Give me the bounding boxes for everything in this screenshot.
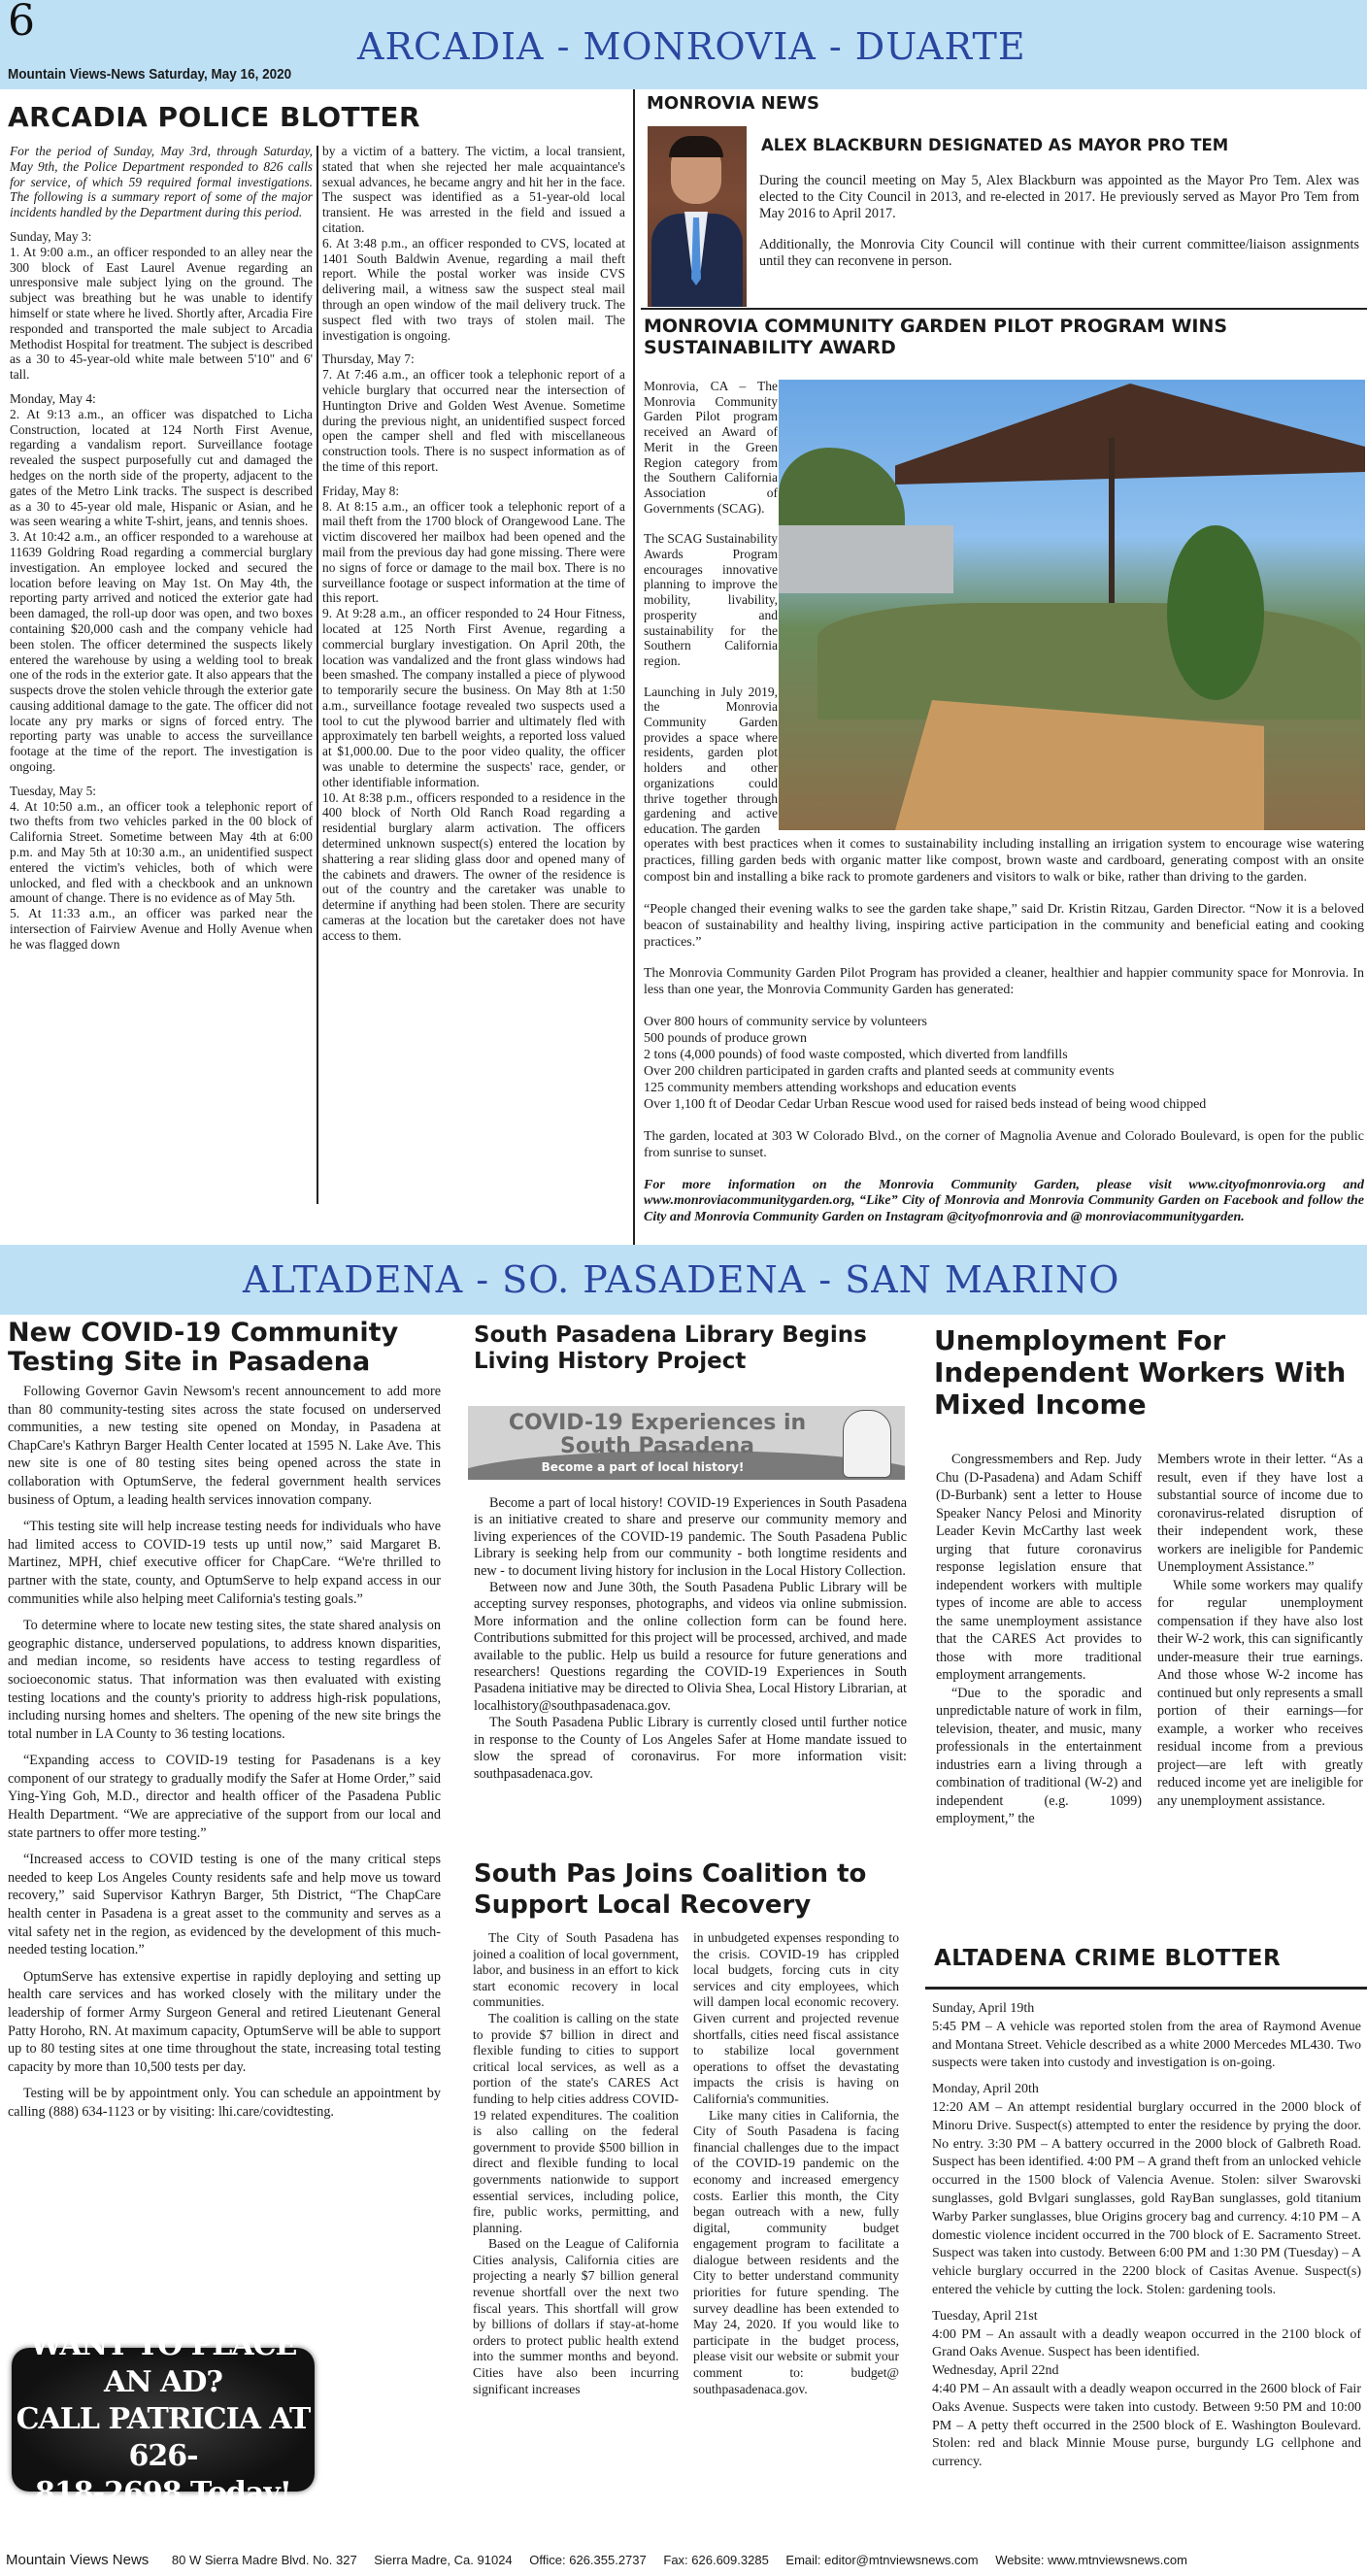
ad-line: WANT TO PLACE AN AD? bbox=[29, 2328, 297, 2399]
blotter-day: Monday, April 20th bbox=[932, 2082, 1039, 2097]
blotter-day: Sunday, May 3: bbox=[10, 228, 92, 244]
garden-paragraph: Launching in July 2019, the Monrovia Community Garden provides a space where residents, garden plot holders and other organizations could thrive together through gardening and active education. The garden bbox=[644, 684, 778, 835]
footer-website[interactable]: Website: www.mtnviewsnews.com bbox=[995, 2553, 1187, 2567]
blotter-entry: 8. At 8:15 a.m., an officer took a telephonic report of a mail theft from the 1700 block of Orangewood Lane. The victim discovered her mailbox had been opened and the mail from the previous day had gone missing. There were no signs of force or damage to the mail box. There is no surveillance footage or suspect information at the time of this report. bbox=[322, 498, 625, 606]
blotter-text: 5:45 PM – A vehicle was reported stolen from the area of Raymond Avenue and Montana Street. Vehicle described as a white 2000 Mercedes ML430. Two suspects were taken into custody and investigation is on-going. bbox=[932, 2019, 1361, 2071]
covid-paragraph: Following Governor Gavin Newsom's recent announcement to add more than 80 community-testing sites across the state focused on underserved communities, a new testing site opened on Monday, in Pasadena at ChapCare's Kathryn Barger Health Center located at 1595 N. Lake Ave. This new site is one of 80 testing sites being opened across the state in collaboration with OptumServe, the federal government health services business of Optum, a leading health services innovation company. bbox=[8, 1384, 441, 1508]
stat-item: Over 1,100 ft of Deodar Cedar Urban Rescue wood used for raised beds instead of being wood chipped bbox=[644, 1096, 1207, 1112]
blotter-entry: 5. At 11:33 a.m., an officer was parked near the intersection of Fairview Avenue and Holly Avenue when he was flagged down bbox=[10, 906, 313, 952]
blotter-text: 4:00 PM – An assault with a deadly weapon occurred in the 2100 block of Grand Oaks Avenue. Suspect has been identified. bbox=[932, 2326, 1361, 2360]
stat-item: Over 200 children participated in garden crafts and planted seeds at community events bbox=[644, 1063, 1115, 1079]
garden-headline: MONROVIA COMMUNITY GARDEN PILOT PROGRAM WINS SUSTAINABILITY AWARD bbox=[644, 316, 1228, 358]
section2-title: ALTADENA - SO. PASADENA - SAN MARINO bbox=[243, 1258, 1120, 1301]
covid-testing-headline: New COVID-19 Community Testing Site in Pasadena bbox=[8, 1318, 399, 1377]
banner-tagline: Become a part of local history! bbox=[541, 1460, 745, 1474]
covid-paragraph: “Expanding access to COVID-19 testing for Pasadenans is a key component of our strategy to gradually modify the Safer at Home Order,” said Ying-Ying Goh, M.D., director and health officer of the Pasadena Public Health Department. “We are appreciative of the support from our local and state partners to offer more testing.” bbox=[8, 1753, 441, 1841]
covid-experiences-banner bbox=[468, 1406, 905, 1480]
blackburn-paragraph: During the council meeting on May 5, Alex Blackburn was appointed as the Mayor Pro Tem. Alex was elected to the City Council in 2013, and re-elected in 2017. He previously served as Mayor Pro Tem from May 2016 to April 2017. bbox=[759, 173, 1359, 221]
stat-item: Over 800 hours of community service by volunteers bbox=[644, 1015, 927, 1030]
coalition-paragraph: The coalition is calling on the state to provide $7 billion in direct and flexible funding to cities to support critical local services, as well as a portion of the state's CARES Act funding to help cities address COVID-19 related expenditures. The coalition is also calling on the federal government to provide $500 billion in direct and flexible funding to local governments nationwide to support essential services, including police, fire, public works, permitting, and planning. bbox=[473, 2010, 679, 2235]
garden-paragraph: Monrovia, CA – The Monrovia Community Garden Pilot program received an Award of Merit in the Green Region category from the Southern California Association of Governments (SCAG). bbox=[644, 379, 778, 516]
blotter-entry: 6. At 3:48 p.m., an officer responded to CVS, located at 1401 South Baldwin Avenue, regarding a mail theft report. While the postal worker was inside CVS delivering mail, a witness saw the suspect steal mail through an open window of the mail delivery truck. The suspect fled with two trays of stolen mail. The investigation is ongoing. bbox=[322, 235, 625, 343]
ad-line: 818-2698 Today! bbox=[35, 2476, 291, 2510]
garden-paragraph: The SCAG Sustainability Awards Program encourages innovative planning to improve the mobility, livability, prosperity and sustainability for the Southern California region. bbox=[644, 531, 778, 668]
stat-item: 125 community members attending workshops and education events bbox=[644, 1080, 1017, 1095]
unemployment-col2 bbox=[1157, 1451, 1363, 1965]
blotter-entry: 7. At 7:46 a.m., an officer took a telephonic report of a vehicle burglary that occurred near the intersection of Huntington Drive and Golden West Avenue. Sometime during the previous night, an unidentified suspect forced open the camper shell and fled with miscellaneous construction tools. There is no suspect information as of the time of this report. bbox=[322, 367, 625, 474]
coalition-col2 bbox=[693, 1930, 899, 2532]
section2-banner bbox=[0, 1245, 1367, 1315]
covid-paragraph: “This testing site will help increase testing needs for individuals who have had limited access to COVID-19 tests up until now,” said Margaret B. Martinez, MPH, chief executive officer for ChapCare. “We're thrilled to partner with the state, county, and OptumServe to help expand access in our communities while also helping meet California's testing goals.” bbox=[8, 1519, 441, 1607]
blotter-day: Tuesday, May 5: bbox=[10, 783, 97, 798]
unemployment-paragraph: “Due to the sporadic and unpredictable nature of work in film, television, theater, and music, many professionals in the entertainment industries earn a living through a combination of traditional (W-2) and independent (e.g. 1099) employment,” the bbox=[936, 1685, 1142, 1826]
footer-office: Office: 626.355.2737 bbox=[529, 2553, 647, 2567]
column-divider bbox=[317, 146, 318, 1204]
stat-item: 500 pounds of produce grown bbox=[644, 1031, 807, 1047]
altadena-blotter-headline: ALTADENA CRIME BLOTTER bbox=[934, 1946, 1282, 1971]
covid-paragraph: “Increased access to COVID testing is one of the many critical steps needed to keep Los Angeles County residents safe and help move us toward recovery,” said Supervisor Kathryn Barger, 5th District, “The ChapCare health center in Pasadena is a great asset to the community and serves as a vital safety net in the region, as evidenced by the development of this much-needed testing location.” bbox=[8, 1852, 441, 1958]
garden-paragraph: The Monrovia Community Garden Pilot Program has provided a cleaner, healthier and happier community space for Monrovia. In less than one year, the Monrovia Community Garden has generated: bbox=[644, 966, 1364, 998]
coalition-paragraph: The City of South Pasadena has joined a coalition of local government, labor, and business in an effort to kick start economic recovery in local communities. bbox=[473, 1930, 679, 2010]
arcadia-blotter-col1 bbox=[10, 144, 313, 1241]
footer-fax: Fax: 626.609.3285 bbox=[663, 2553, 769, 2567]
blotter-entry: 10. At 8:38 p.m., officers responded to a residence in the 400 block of North Old Ranch Road regarding a residential burglary alarm activation. The officers determined unknown suspect(s) entered the location by shattering a rear sliding glass door and opened many of the cabinets and drawers. The owner of the residence is out of the country and the caretaker was unable to determine if anything had been stolen. There are security cameras at the location but the caretaker does not have access to them. bbox=[322, 789, 625, 943]
arcadia-blotter-headline: ARCADIA POLICE BLOTTER bbox=[8, 101, 421, 133]
blackburn-headline: ALEX BLACKBURN DESIGNATED AS MAYOR PRO TEM bbox=[761, 136, 1229, 154]
unemployment-paragraph: Members wrote in their letter. “As a result, even if they have lost a substantial source of income due to coronavirus-related disruption of their independent work, these workers are ineligible for Pandemic Unemployment Assistance.” bbox=[1157, 1452, 1363, 1575]
blotter-day: Wednesday, April 22nd bbox=[932, 2363, 1059, 2379]
top-banner bbox=[0, 0, 1367, 89]
monrovia-section-label: MONROVIA NEWS bbox=[647, 93, 819, 114]
coalition-paragraph: Like many cities in California, the City of South Pasadena is facing financial challenges due to the impact of the COVID-19 pandemic on the economy and increased emergency costs. Earlier this month, the City began outreach with a new, fully digital, community budget engagement program to facilitate a dialogue between residents and the City to better understand community priorities for future spending. The survey deadline has been extended to May 24, 2020. If you would like to participate in the budget process, please visit our website or submit your comment to: budget@ southpasadenaca.gov. bbox=[693, 2107, 899, 2396]
library-headline: South Pasadena Library Begins Living History Project bbox=[474, 1322, 867, 1374]
garden-quote: “People changed their evening walks to see the garden take shape,” said Dr. Kristin Ritzau, Garden Director. “Now it is a beloved beacon of sustainability and healthy living, inspiring active participation in the community and beneficial eating and cooking practices.” bbox=[644, 901, 1364, 950]
blotter-entry: 3. At 10:42 a.m., an officer responded to a warehouse at 11639 Goldring Road regarding a commercial burglary investigation. An employee locked and secured the location before leaving on May 1st. On May 4th, the reporting party arrived and noticed the exterior gate had been damaged, the roll-up door was open, and two boxes containing $20,000 cash and the company vehicle had been stolen. The officer determined the suspects likely entered the warehouse by using a welding tool to break one of the rods in the exterior gate. It also appears that the suspects drove the stolen vehicle through the exterior gate causing additional damage to the gate. The officer did not locate any pry marks or signs of forced entry. The reporting party was unable to access the surveillance footage at the time of the report. The investigation is ongoing. bbox=[10, 529, 313, 775]
blackburn-photo bbox=[648, 126, 747, 307]
blotter-entry-group bbox=[932, 2362, 1361, 2472]
blotter-entry: 9. At 9:28 a.m., an officer responded to 24 Hour Fitness, located at 125 North First Avenue, regarding a commercial burglary investigation. On April 20th, the location was vandalized and the front glass windows had been smashed. The company installed a piece of plywood to temporarily secure the business. On May 8th at 1:50 a.m., surveillance footage revealed two suspects used a tool to cut the plywood barrier and ultimately fled with approximately ten barbell weights, a reported loss valued at $1,000.00. Due to the poor video quality, the officer was unable to determine the suspects' race, gender, or other identifiable information. bbox=[322, 606, 625, 789]
footer-city: Sierra Madre, Ca. 91024 bbox=[374, 2553, 513, 2567]
page-number: 6 bbox=[8, 0, 35, 46]
coalition-headline: South Pas Joins Coalition to Support Local Recovery bbox=[474, 1859, 867, 1920]
library-paragraph: The South Pasadena Public Library is currently closed until further notice in response to the County of Los Angeles Safer at Home mandate issued to slow the spread of coronavirus. For more information visit: southpasadenaca.gov. bbox=[474, 1715, 907, 1782]
unemployment-paragraph: While some workers may qualify for regular unemployment compensation if they have also lost their W-2 work, this can significantly under-measure their true earnings. And those whose W-2 income has continued but only represents a small portion of their earnings—for example, a worker who receives residual income from a previous project—are left with greatly reduced income yet are ineligible for any unemployment assistance. bbox=[1157, 1577, 1363, 1809]
page-footer bbox=[0, 2552, 1367, 2576]
coalition-paragraph: in unbudgeted expenses responding to the crisis. COVID-19 has crippled local budgets, forcing cuts in city services and city employees, which will dampen local economic recovery. Given current and projected revenue shortfalls, cities need fiscal assistance to stabilize local government operations to offset the devastating impacts the crisis is having on California's communities. bbox=[693, 1930, 899, 2106]
blotter-day: Sunday, April 19th bbox=[932, 2001, 1035, 2016]
blotter-entry: 1. At 9:00 a.m., an officer responded to an alley near the 300 block of East Laurel Avenue regarding an unresponsive male subject lying on the ground. The subject was breathing but he was unable to identify himself or state where he lived. Shortly after, Arcadia Fire responded and transported the male subject to Arcadia Methodist Hospital for treatment. The subject is described as a 30 to 45-year-old white male between 5'10" and 6' tall. bbox=[10, 244, 313, 383]
blotter-entry-group bbox=[932, 2308, 1361, 2362]
blotter-rule bbox=[925, 1987, 1367, 1990]
footer-address: 80 W Sierra Madre Blvd. No. 327 bbox=[171, 2553, 357, 2567]
blackburn-body bbox=[759, 173, 1359, 309]
coalition-paragraph: Based on the League of California Cities analysis, California cities are projecting a nearly $7 billion general revenue shortfall over the next two fiscal years. This shortfall will grow by billions of dollars if stay-at-home orders to protect public health extend into the summer months and beyond. Cities have also been incurring significant increases bbox=[473, 2236, 679, 2396]
blotter-day: Friday, May 8: bbox=[322, 483, 400, 498]
unemployment-headline: Unemployment For Independent Workers With Mixed Income bbox=[934, 1324, 1347, 1421]
garden-stats-list bbox=[644, 1015, 1364, 1113]
blotter-entry: 4. At 10:50 a.m., an officer took a telephonic report of two thefts from two vehicles parked in the 00 block of California Street. Sometime between May 4th at 6:00 p.m. and May 5th at 10:30 a.m., an unidentified suspect entered the victim's vehicles, both of which were unlocked, and fled with a checkbook and an unknown amount of change. There is no evidence as of May 5th. bbox=[10, 798, 313, 906]
coalition-col1 bbox=[473, 1930, 679, 2532]
stat-item: 2 tons (4,000 pounds) of food waste composted, which diverted from landfills bbox=[644, 1048, 1068, 1063]
blotter-entry: 2. At 9:13 a.m., an officer was dispatched to Licha Construction, located at 124 North First Avenue, regarding a vandalism report. Surveillance footage revealed the suspect purposefully cut and damaged the hedges on the north side of the property, adjacent to the gates of the Metro Link tracks. The suspect is described as a 30 to 45-year old male, Hispanic or Asian, and he was seen wearing a white T-shirt, jeans, and tennis shoes. bbox=[10, 406, 313, 529]
covid-paragraph: OptumServe has extensive expertise in rapidly deploying and setting up health care services and has worked closely with the military under the leadership of former Army Surgeon General and retired Lieutenant General Patty Horoho, RN. At maximum capacity, OptumServe will be able to support up to 80 testing sites at one time throughout the state, increasing total testing capacity by more than 10,500 tests per day. bbox=[8, 1968, 441, 2075]
garden-location: The garden, located at 303 W Colorado Blvd., on the corner of Magnolia Avenue and Colorado Boulevard, is open for the public from sunrise to sunset. bbox=[644, 1128, 1364, 1160]
story-divider bbox=[641, 308, 1367, 310]
library-paragraph: Between now and June 30th, the South Pasadena Public Library will be accepting survey responses, photographs, and videos via online submission. More information and the online collection form can be found here. Contributions submitted for this project will be processed, archived, and made available to the public. Help us build a resource for future generations and researchers! Questions regarding the COVID-19 Experiences in South Pasadena initiative may be directed to Olivia Shea, Local History Librarian, at localhistory@southpasadenaca.gov. bbox=[474, 1580, 907, 1714]
library-body bbox=[474, 1495, 907, 1855]
blotter-entry: by a victim of a battery. The victim, a local transient, stated that when she rejected her male acquaintance's sexual advances, he became angry and hit her in the face. The suspect was identified as a 51-year-old local transient. He was arrested in the field and issued a citation. bbox=[322, 144, 625, 235]
blotter-day: Monday, May 4: bbox=[10, 390, 96, 406]
unemployment-col1 bbox=[936, 1451, 1142, 1965]
blotter-entry-group bbox=[932, 2081, 1361, 2300]
garden-more-info: For more information on the Monrovia Community Garden, please visit www.cityofmonrovia.org and www.monroviacommunitygarden.org, “Like” City of Monrovia and Monrovia Community Garden on Facebook and follow the City and Monrovia Community Garden on Instagram @cityofmonrovia and @ monroviacommunitygarden. bbox=[644, 1177, 1364, 1225]
altadena-blotter-body bbox=[932, 2000, 1361, 2550]
footer-brand: Mountain Views News bbox=[6, 2552, 150, 2568]
blotter-day: Thursday, May 7: bbox=[322, 351, 415, 367]
banner-title: COVID-19 Experiences in South Pasadena bbox=[508, 1411, 807, 1458]
blackburn-paragraph: Additionally, the Monrovia City Council will continue with their current committee/liaison assignments until they can reconvene in person. bbox=[759, 237, 1359, 270]
garden-body bbox=[644, 837, 1364, 1235]
arcadia-blotter-col2 bbox=[322, 144, 625, 1241]
garden-photo bbox=[779, 380, 1365, 830]
column-divider bbox=[633, 89, 635, 1245]
unemployment-paragraph: Congressmembers and Rep. Judy Chu (D-Pasadena) and Adam Schiff (D-Burbank) sent a letter to House Speaker Nancy Pelosi and Minority Leader Kevin McCarthy last week urging that future coronavirus response legislation ensure that independent workers with multiple types of income are able to access the same unemployment assistance that the CARES Act provides to those with more traditional employment arrangements. bbox=[936, 1452, 1142, 1683]
blotter-intro: For the period of Sunday, May 3rd, through Saturday, May 9th, the Police Department responded to 826 calls for service, of which 59 required formal investigations. The following is a summary report of some of the major incidents handled by the Department during this period. bbox=[10, 144, 313, 220]
ad-line: CALL PATRICIA AT 626- bbox=[16, 2402, 311, 2473]
footer-email[interactable]: Email: editor@mtnviewsnews.com bbox=[785, 2553, 979, 2567]
garden-side-text bbox=[644, 379, 778, 835]
advertisement-box bbox=[12, 2328, 315, 2510]
covid-paragraph: Testing will be by appointment only. You can schedule an appointment by calling (888) 634-1123 or by visiting: lhi.care/covidtesting. bbox=[8, 2086, 441, 2120]
dateline: Mountain Views-News Saturday, May 16, 2020 bbox=[8, 66, 292, 83]
library-paragraph: Become a part of local history! COVID-19 Experiences in South Pasadena is an initiative created to share and preserve our community memory and living experiences of the COVID-19 pandemic. The South Pasadena Public Library is seeking help from our community - both longtime residents and new - to document living history for inclusion in the Local History Collection. bbox=[474, 1495, 907, 1579]
section-title: ARCADIA - MONROVIA - DUARTE bbox=[357, 25, 1026, 68]
woman-with-laptop-illustration bbox=[843, 1410, 891, 1478]
garden-paragraph: operates with best practices when it comes to sustainability including installing an irrigation system to encourage wise watering practices, filling garden beds with organic matter like compost, brown waste and cardboard, generating compost with an onsite compost bin and installing a bike rack to promote gardeners and visitors to walk or bike, rather than driving to the garden. bbox=[644, 837, 1364, 885]
blotter-text: 12:20 AM – An attempt residential burglary occurred in the 2000 block of Minoru Drive. Suspect(s) attempted to enter the residence by prying the door. No entry. 3:30 PM – A battery occurred in the 2000 block of Galbreth Road. Suspect has been identified. 4:00 PM – A grand theft from an unlocked vehicle occurred in the 1500 block of Valencia Avenue. Stolen: silver Swarovski sunglasses, gold Bvlgari sunglasses, gold RayBan sunglasses, gold titanium Warby Parker sunglasses, blue Origins grocery bag and currency. 4:10 PM – A domestic violence incident occurred in the 700 block of E. Sacramento Street. Suspect was taken into custody. Between 6:00 PM and 1:30 PM (Tuesday) – A vehicle burglary occurred in the 2200 block of Casitas Avenue. Suspect(s) entered the vehicle by cutting the lock. Stolen: gardening tools. bbox=[932, 2099, 1361, 2297]
blotter-entry-group bbox=[932, 2000, 1361, 2073]
covid-testing-body bbox=[8, 1383, 441, 2344]
blotter-day: Tuesday, April 21st bbox=[932, 2308, 1038, 2324]
covid-paragraph: To determine where to locate new testing sites, the state shared analysis on geographic distance, underserved populations, to address known disparities, and median income, so residents have access to testing regardless of socioeconomic status. That information was then evaluated with existing testing locations and the county's priority to address high-risk populations, including nursing homes and shelters. The opening of the new site brings the total number in LA County to 36 testing locations. bbox=[8, 1618, 441, 1742]
blotter-text: 4:40 PM – An assault with a deadly weapon occurred in the 2600 block of Fair Oaks Avenue. Suspects were taken into custody. Between 9:50 PM and 10:00 PM – A petty theft occurred in the 2500 block of E. Washington Boulevard. Stolen: red and black Minnie Mouse purse, burgundy LG cellphone and currency. bbox=[932, 2381, 1361, 2470]
